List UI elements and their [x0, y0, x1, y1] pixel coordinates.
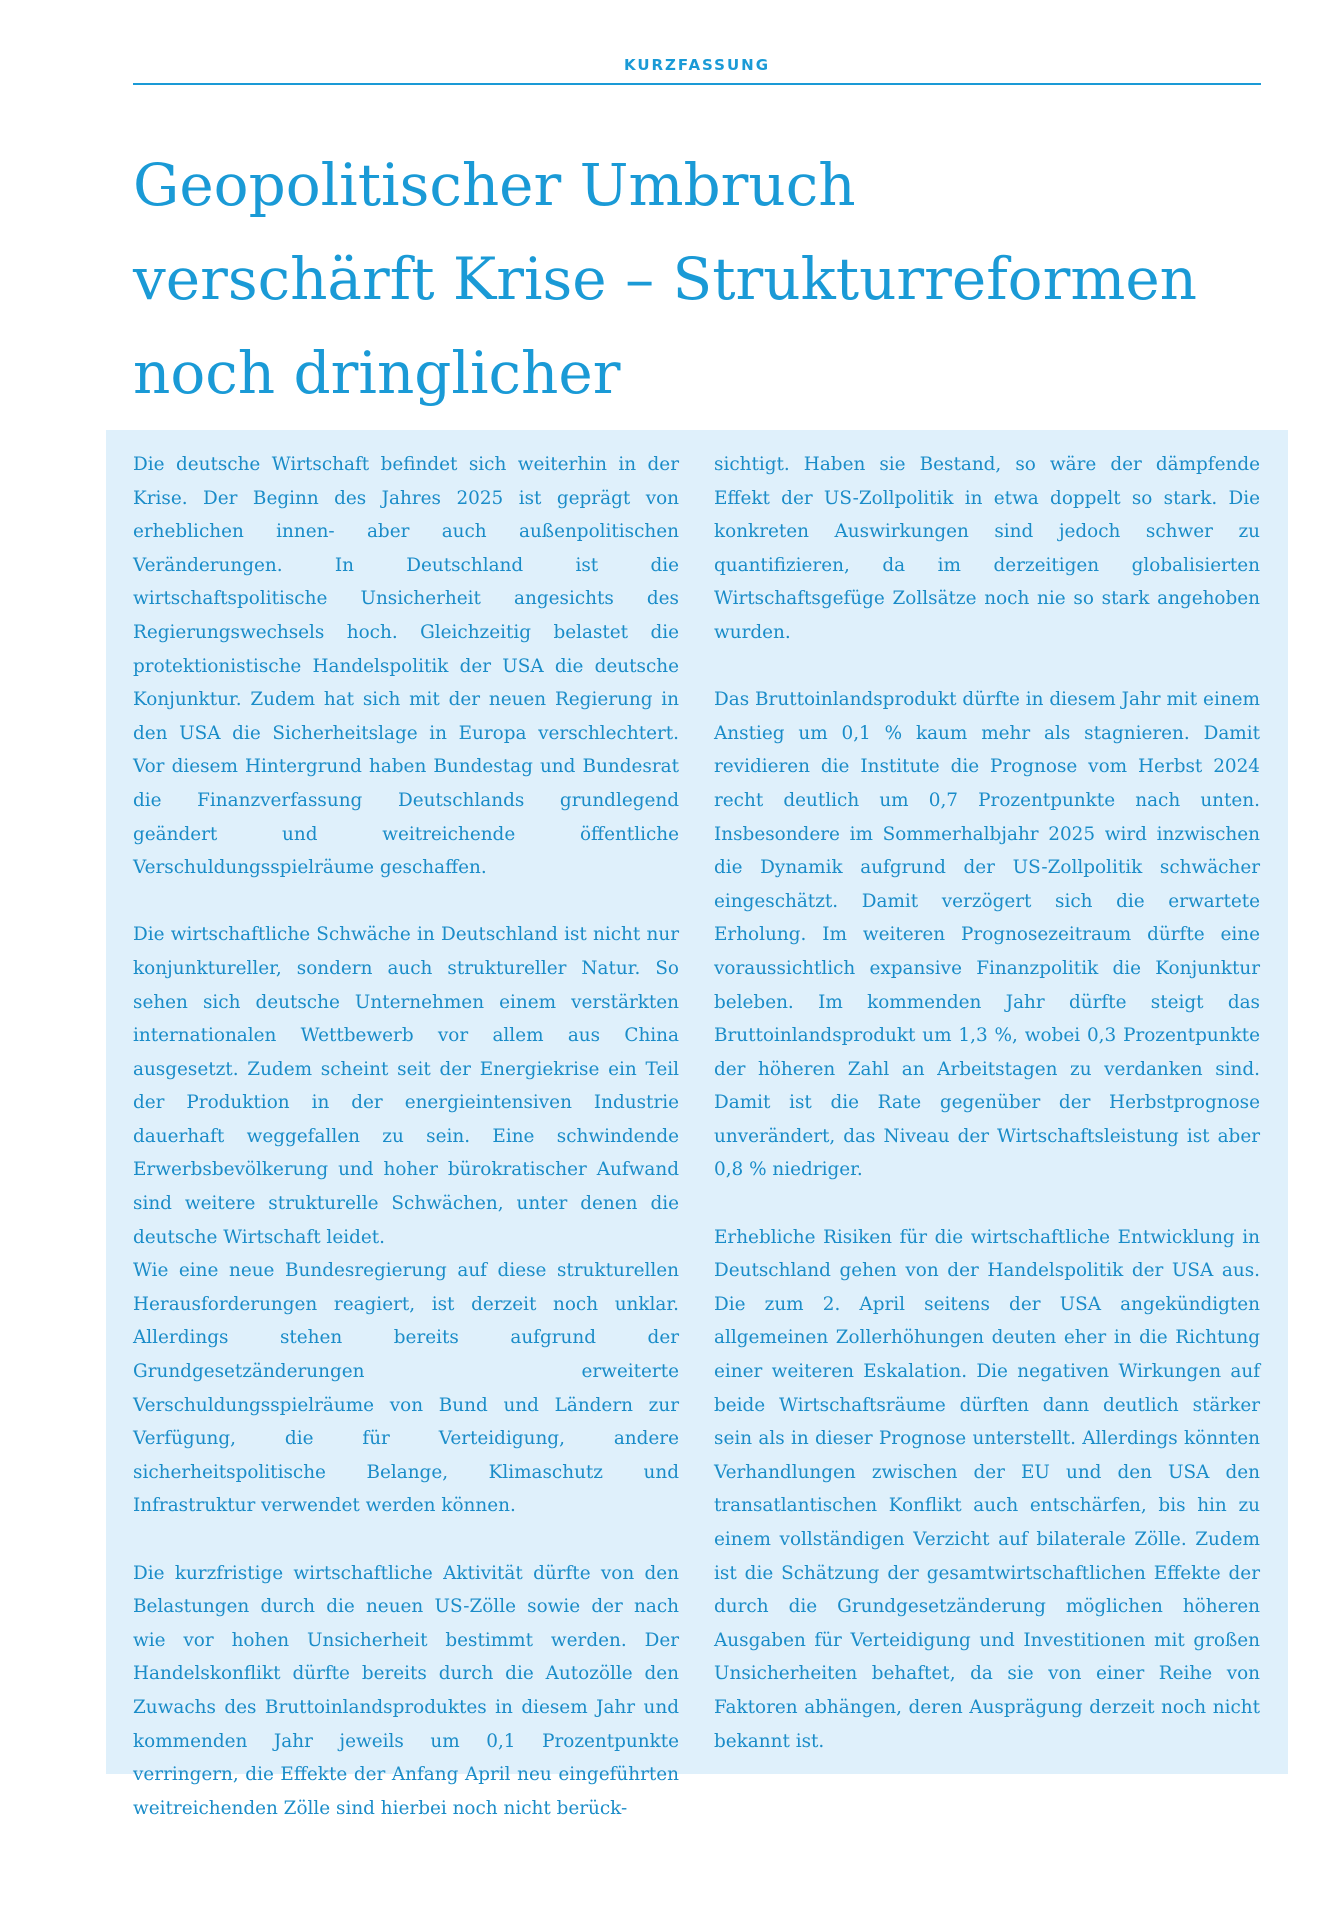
header-divider — [133, 83, 1261, 85]
title-line-1: Geopolitischer Umbruch — [133, 151, 856, 219]
page-title — [133, 138, 1283, 420]
paragraph-5: sichtigt. Haben sie Bestand, so wäre der dämpfende Effekt der US-Zollpolitik in etwa doppelt so stark. Die konkreten Auswirkungen sind jedoch schwer zu quantifizieren, da im derzeitigen globalisierten Wirtschaftsgefüge Zollsätze noch nie so stark angehoben wurden. — [714, 454, 1260, 643]
left-column — [133, 448, 679, 1825]
paragraph-6: Das Bruttoinlandsprodukt dürfte in diesem Jahr mit einem Anstieg um 0,1 % kaum mehr als stagnieren. Damit revidieren die Institute die Prognose vom Herbst 2024 recht deutlich um 0,7 Prozentpunkte nach unten. Insbesondere im Sommerhalbjahr 2025 wird inzwischen die Dynamik aufgrund der US-Zollpolitik schwächer eingeschätzt. Damit verzögert sich die erwartete Erholung. Im weiteren Prognosezeitraum dürfte eine voraussichtlich expansive Finanzpolitik die Konjunktur beleben. Im kommenden Jahr dürfte steigt das Bruttoinlandsprodukt um 1,3 %, wobei 0,3 Prozentpunkte der höheren Zahl an Arbeitstagen zu verdanken sind. Damit ist die Rate gegenüber der Herbstprognose unverändert, das Niveau der Wirtschaftsleistung ist aber 0,8 % niedriger. — [714, 689, 1260, 1181]
paragraph-2: Die wirtschaftliche Schwäche in Deutschland ist nicht nur konjunktureller, sondern auch struktureller Natur. So sehen sich deutsche Unternehmen einem verstärkten internationalen Wettbewerb vor allem aus China ausgesetzt. Zudem scheint seit der Energiekrise ein Teil der Produktion in der energieintensiven Industrie dauerhaft weggefallen zu sein. Eine schwindende Erwerbsbevölkerung und hoher bürokratischer Aufwand sind weitere strukturelle Schwächen, unter denen die deutsche Wirtschaft leidet. — [133, 924, 679, 1248]
right-column — [714, 448, 1260, 1758]
paragraph-3: Wie eine neue Bundesregierung auf diese strukturellen Herausforderungen reagiert, ist derzeit noch unklar. Allerdings stehen bereits aufgrund der Grundgesetzänderungen erweiterte Verschuldungsspielräume von Bund und Ländern zur Verfügung, die für Verteidigung, andere sicherheitspolitische Belange, Klimaschutz und Infrastruktur verwendet werden können. — [133, 1260, 679, 1517]
paragraph-4: Die kurzfristige wirtschaftliche Aktivität dürfte von den Belastungen durch die neuen US-Zölle sowie der nach wie vor hohen Unsicherheit bestimmt werden. Der Handelskonflikt dürfte bereits durch die Autozölle den Zuwachs des Bruttoinlandsproduktes in diesem Jahr und kommenden Jahr jeweils um 0,1 Prozentpunkte verringern, die Effekte der Anfang April neu eingeführten weitreichenden Zölle sind hierbei noch nicht berück- — [133, 1562, 679, 1819]
paragraph-1: Die deutsche Wirtschaft befindet sich weiterhin in der Krise. Der Beginn des Jahres 2025 ist geprägt von erheblichen innen- aber auch außenpolitischen Veränderungen. In Deutschland ist die wirtschaftspolitische Unsicherheit angesichts des Regierungswechsels hoch. Gleichzeitig belastet die protektionistische Handelspolitik der USA die deutsche Konjunktur. Zudem hat sich mit der neuen Regierung in den USA die Sicherheitslage in Europa verschlechtert. Vor diesem Hintergrund haben Bundestag und Bundesrat die Finanzverfassung Deutschlands grundlegend geändert und weitreichende öffentliche Verschuldungsspielräume geschaffen. — [133, 454, 679, 879]
section-label: KURZFASSUNG — [623, 56, 771, 74]
title-line-3: noch dringlicher — [133, 339, 621, 407]
title-line-2: verschärft Krise – Strukturreformen — [133, 245, 1197, 313]
paragraph-7: Erhebliche Risiken für die wirtschaftliche Entwicklung in Deutschland gehen von der Handelspolitik der USA aus. Die zum 2. April seitens der USA angekündigten allgemeinen Zollerhöhungen deuten eher in die Richtung einer weiteren Eskalation. Die negativen Wirkungen auf beide Wirtschaftsräume dürften dann deutlich stärker sein als in dieser Prognose unterstellt. Allerdings könnten Verhandlungen zwischen der EU und den USA den transatlantischen Konflikt auch entschärfen, bis hin zu einem vollständigen Verzicht auf bilaterale Zölle. Zudem ist die Schätzung der gesamtwirtschaftlichen Effekte der durch die Grundgesetzänderung möglichen höheren Ausgaben für Verteidigung und Investitionen mit großen Unsicherheiten behaftet, da sie von einer Reihe von Faktoren abhängen, deren Ausprägung derzeit noch nicht bekannt ist. — [714, 1226, 1260, 1752]
